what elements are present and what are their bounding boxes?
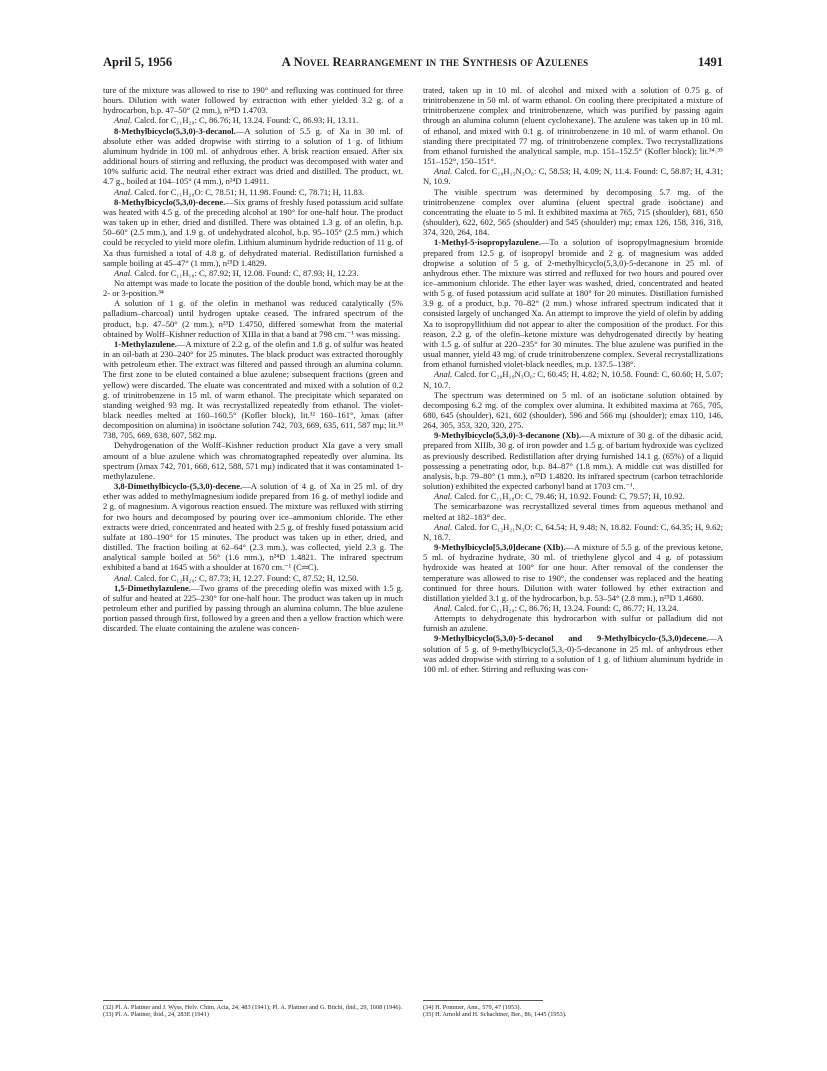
- paragraph: [103, 573, 403, 583]
- anal-label: Anal.: [114, 267, 133, 278]
- paragraph-text: —To a solution of isopropylmagnesium bromide prepared from 12.5 g. of isopropyl bromide and 2 g. of magnesium was added dropwise a solution of 5 g. of 2-methylbicyclo(5,3,0)-5-decanone in 25 ml. of anhydrous ether. The mixture was stirred and refluxed for two hours and poured over ice–ammonium chloride. The ether layer was washed, dried, concentrated and heated with 5 g. of fused potassium acid sulfate at 180° for 20 minutes. Distillation furnished 3.9 g. of a product, b.p. 70–82° (2 mm.) whose infrared spectrum indicated that it consisted largely of unchanged Xa. An attempt to improve the yield of olefin by adding Xa to isopropyllithium did not appear to alter the composition of the product. For this reason, 2.2 g. of the olefin–ketone mixture was dehydrogenated directly by heating with 1.5 g. of sulfur at 220–235° for 30 minutes. The blue azulene was purified in the usual manner, yield 43 mg. of crude trinitrobenzene complex. Several recrystallizations from ethanol furnished violet-black needles, m.p. 137.5–138°.: [423, 237, 723, 370]
- section-heading: 8-Methylbicyclo(5,3,0)-decene.: [114, 196, 226, 207]
- paragraph-text: —A solution of 4 g. of Xa in 25 ml. of dry ether was added to methylmagnesium iodide prepared from 16 g. of methyl iodide and 2 g. of magnesium. A vigorous reaction ensued. The mixture was refluxed with stirring for two hours and decomposed by pouring over ice–ammonium chloride. The ether extracts were dried, concentrated and heated with 2.5 g. of freshly fused potassium acid sulfate at 180–190° for 15 minutes. The product was taken up in ether, dried, and distilled. The fraction boiling at 62–64° (2.3 mm.), was collected, yield 2.3 g. The analytical sample boiled at 56° (1.6 mm.), n²⁴D 1.4821. The infrared spectrum exhibited a band at 1645 with a shoulder at 1670 cm.⁻¹ (C═C).: [103, 481, 403, 573]
- section-heading: 1-Methylazulene.: [114, 338, 177, 349]
- footnotes-right: [423, 1000, 723, 1019]
- paragraph: [103, 339, 403, 441]
- paragraph: [103, 481, 403, 572]
- paragraph: [423, 603, 723, 613]
- paragraph: [103, 268, 403, 278]
- paragraph-text: Calcd. for C₁₁H₂₀: C, 86.76; H, 13.24. Found: C, 86.93; H, 13.11.: [132, 115, 359, 126]
- section-heading: 3,8-Dimethylbicyclo-(5,3,0)-decene.: [114, 481, 243, 492]
- paragraph: [423, 369, 723, 389]
- anal-label: Anal.: [434, 369, 453, 380]
- paragraph: [423, 501, 723, 521]
- paragraph-text: The spectrum was determined on 5 ml. of an isoöctane solution obtained by decomposing 6.2 mg. of the complex over alumina. It exhibited maxima at 765, 705, 680, 645 (shoulder), 621, 602 (shoulder), 596 and 566 mμ (shoulder); εmax 110, 146, 264, 305, 353, 320, 320, 275.: [423, 389, 723, 431]
- paragraph: [423, 542, 723, 603]
- paragraph-text: —A solution of 5 g. of 9-methylbicyclo(5,3,-0)-5-decanone in 25 ml. of anhydrous ether was added dropwise with stirring to a solution of 1 g. of lithium aluminum hydride in 100 ml. of ether. Stirring and refluxing was con-: [423, 633, 723, 674]
- anal-label: Anal.: [434, 491, 453, 502]
- paragraph-text: The semicarbazone was recrystallized several times from aqueous methanol and melted at 182–183° dec.: [423, 501, 723, 522]
- running-header: [103, 55, 723, 71]
- paragraph-text: Calcd. for C₁₁H₁₈: C, 87.92; H, 12.08. Found: C, 87.93; H, 12.23.: [132, 267, 359, 278]
- footnote: (32) Pl. A. Plattner and J. Wyss, Helv. Chim. Acta, 24, 483 (1941); Pl. A. Plattner and G. Büchi, ibid., 29, 1608 (1946).: [103, 1004, 403, 1011]
- paragraph: [423, 390, 723, 431]
- paragraph: [423, 237, 723, 369]
- paragraph-text: Calcd. for C₁₂H₂₀: C, 87.73; H, 12.27. Found: C, 87.52; H, 12.50.: [132, 572, 359, 583]
- paragraph-text: No attempt was made to locate the position of the double bond, which may be at the 2- or 3-position.³⁴: [103, 277, 403, 299]
- header-date: April 5, 1956: [103, 55, 173, 69]
- paragraph-text: ture of the mixture was allowed to rise to 190° and refluxing was continued for three hours. Dilution with water followed by extraction with ether yielded 3.2 g. of a hydrocarbon, b.p. 47–50° (2 mm.), n²⁴D 1.4703.: [103, 85, 403, 116]
- paragraph-text: —A mixture of 2.2 g. of the olefin and 1.8 g. of sulfur was heated in an oil-bath at 230–240° for 25 minutes. The black product was extracted thoroughly with petroleum ether. The extract was filtered and passed through an alumina column. The first zone to be eluted contained a blue azulene; subsequent fractions (green and yellow) were discarded. The eluate was concentrated and mixed with a solution of 0.2 g. of trinitrobenzene in 15 ml. of warm ethanol. The precipitate which separated on standing weighed 93 mg. It was recrystallized repeatedly from ethanol. The violet-black needles melted at 160–160.5° (Kofler block), lit.³² 160–161°, λmax (after decomposition on alumina) in isoöctane solution 742, 703, 669, 635, 611, 587 mμ; lit.³³ 738, 705, 669, 638, 607, 582 mμ.: [103, 338, 403, 441]
- footnote-rule: [423, 1000, 543, 1001]
- section-heading: 8-Methylbicyclo(5,3,0)-3-decanol.: [114, 125, 236, 136]
- paragraph-text: —A mixture of 5.5 g. of the previous ketone, 5 ml. of hydrazine hydrate, 30 ml. of triethylene glycol and 4 g. of potassium hydroxide was heated at 100° for one hour. After removal of the condenser the temperature was allowed to rise to 190°, the condenser was replaced and the heating continued for three hours. Dilution with water followed by ether extraction and distillation yielded 3.1 g. of the hydrocarbon, b.p. 53–54° (2.8 mm.), n²⁵D 1.4680.: [423, 542, 723, 603]
- footnote: (34) H. Pommer, Ann., 579, 47 (1953).: [423, 1004, 522, 1011]
- section-heading: 1,5-Dimethylazulene.: [114, 582, 191, 593]
- paragraph-text: Dehydrogenation of the Wolff–Kishner reduction product XIa gave a very small amount of a blue azulene which was chromatographed repeatedly over alumina. Its spectrum (λmax 742, 701, 668, 612, 588, 571 mμ) indicated that it was contaminated 1-methylazulene.: [103, 440, 403, 481]
- footnote: (33) Pl. A. Plattner, ibid., 24, 283E (1941): [103, 1011, 209, 1019]
- paragraph: [423, 522, 723, 542]
- paragraph-text: Attempts to dehydrogenate this hydrocarbon with sulfur or palladium did not furnish an azulene.: [423, 613, 723, 634]
- paragraph: [423, 613, 723, 633]
- paragraph: [423, 85, 723, 166]
- paragraph: [103, 440, 403, 481]
- paragraph-text: trated, taken up in 10 ml. of alcohol and mixed with a solution of 0.75 g. of trinitrobenzene in 50 ml. of warm ethanol. On cooling there precipitated a mixture of trinitrobenzene complex and trinitrobenzene, which was purified by passing again through an alumina column (eluent cyclohexane). The azulene was taken up in 10 ml. of ethanol, and mixed with 0.1 g. of trinitrobenzene in 10 ml. of warm ethanol. On standing there precipitated 77 mg. of trinitrobenzene complex. Two recrystallizations from ethanol furnished the analytical sample, m.p. 151–152.5° (Kofler block); lit.³⁴˒³⁵ 151–152°, 150–151°.: [423, 85, 723, 167]
- paragraph: [423, 633, 723, 674]
- paragraph-text: Calcd. for C₂₀H₁₉N₃O₆: C, 60.45; H, 4.82; N, 10.58. Found: C, 60.60; H, 5.07; N, 10.7.: [423, 369, 723, 390]
- right-column: [423, 85, 723, 674]
- paragraph: [103, 197, 403, 268]
- paragraph-text: Calcd. for C₁₁H₂₀O: C, 78.51; H, 11.98. Found: C, 78.71; H, 11.83.: [132, 186, 365, 197]
- anal-label: Anal.: [434, 602, 453, 613]
- paragraph: [423, 166, 723, 186]
- anal-label: Anal.: [114, 186, 133, 197]
- paragraph-text: Calcd. for C₁₂H₂₁N₃O: C, 64.54; H, 9.48; N, 18.82. Found: C, 64.35; H, 9.62; N, 18.7.: [423, 521, 723, 542]
- paragraph: [103, 187, 403, 197]
- footnote-rule: [103, 1000, 223, 1001]
- footnote: (35) H. Arnold and H. Schachtner, Ber., 86, 1445 (1953).: [423, 1011, 567, 1019]
- paragraph-text: The visible spectrum was determined by decomposing 5.7 mg. of the trinitrobenzene complex over alumina (eluent spectral grade isoöctane) and concentrating the eluate to 5 ml. It exhibited maxima at 765, 715 (shoulder), 681, 650 (shoulder), 622, 602, 565 (shoulder) and 545 (shoulder) mμ; εmax 126, 158, 316, 318, 374, 320, 264, 184.: [423, 186, 723, 238]
- paragraph-text: —A mixture of 30 g. of the dibasic acid, prepared from XIIIb, 30 g. of iron powder and 1.5 g. of barium hydroxide was cyclized as previously described. Redistillation after drying furnished 14.1 g. (65%) of a liquid possessing a penetrating odor, b.p. 84–87° (1.8 mm.). A middle cut was distilled for analysis, b.p. 79–80° (1 mm.), n²⁵D 1.4820. Its infrared spectrum (carbon tetrachloride solution) exhibited the expected carbonyl band at 1703 cm.⁻¹.: [423, 430, 723, 492]
- paragraph-text: A solution of 1 g. of the olefin in methanol was reduced catalytically (5% palladium–charcoal) until hydrogen uptake ceased. The infrared spectrum of the product, b.p. 47–50° (2 mm.), n²³D 1.4750, differed somewhat from the material obtained by Wolff–Kishner reduction of XIIIa in that a band at 798 cm.⁻¹ was missing.: [103, 298, 403, 339]
- anal-label: Anal.: [434, 521, 453, 532]
- paragraph: [103, 115, 403, 125]
- paragraph: [103, 278, 403, 298]
- paragraph-text: —Six grams of freshly fused potassium acid sulfate was heated with 4.5 g. of the preceding alcohol at 190° for one-half hour. The product was taken up in ether, dried and distilled. There was obtained 1.3 g. of an olefin, b.p. 50–60° (2.5 mm.), and 1.9 g. of undehydrated alcohol, b.p. 95–105° (2.5 mm.) which could be recycled to yield more olefin. Lithium aluminum hydride reduction of 11 g. of Xa thus furnished a total of 4.8 g. of dehydrated material. Redistillation furnished a sample boiling at 45–47° (1 mm.), n²⁵D 1.4829.: [103, 196, 403, 268]
- paragraph-text: Calcd. for C₁₈H₁₅N₃O₆: C, 58.53; H, 4.09; N, 11.4. Found: C, 58.87; H, 4.31; N, 10.9.: [423, 166, 723, 187]
- anal-label: Anal.: [114, 115, 133, 126]
- anal-label: Anal.: [114, 572, 133, 583]
- paragraph: [103, 298, 403, 339]
- header-title: A Novel Rearrangement in the Synthesis of Azulenes: [281, 55, 589, 69]
- paragraph: [423, 187, 723, 238]
- paragraph-text: —A solution of 5.5 g. of Xa in 30 ml. of absolute ether was added dropwise with stirring to a solution of 1 g. of lithium aluminum hydride in 100 ml. of anhydrous ether. A brisk reaction ensued. After six additional hours of stirring and refluxing, the product was decomposed with water and 10% sulfuric acid. The neutral ether extract was dried and distilled. The product, wt. 4.7 g., boiled at 104–105° (4 mm.), n²⁴D 1.4911.: [103, 125, 403, 187]
- paragraph: [103, 85, 403, 115]
- page-number: 1491: [698, 55, 723, 69]
- anal-label: Anal.: [434, 166, 453, 177]
- paragraph-text: Calcd. for C₁₁H₂₀: C, 86.76; H, 13.24. Found: C, 86.77; H, 13.24.: [452, 602, 679, 613]
- section-heading: 1-Methyl-5-isopropylazulene.: [434, 237, 541, 248]
- section-heading: 9-Methylbicyclo(5,3,0)-3-decanone (Xb).: [434, 430, 582, 441]
- paragraph: [103, 126, 403, 187]
- footnotes-left: [103, 1000, 403, 1019]
- section-heading: 9-Methylbicyclo(5,3,0)-5-decanol and 9-Methylbicyclo-(5,3,0)decene.: [434, 633, 709, 644]
- paragraph: [423, 491, 723, 501]
- section-heading: 9-Methylbicyclo[5,3,0]decane (XIb).: [434, 542, 566, 553]
- paragraph-text: —Two grams of the preceding olefin was mixed with 1.5 g. of sulfur and heated at 225–230° for one-half hour. The product was taken up in much petroleum ether and purified by passing through an alumina column. The blue azulene portion passed through first, followed by a green and then a yellow fraction which were discarded. The eluate containing the azulene was concen-: [103, 582, 403, 634]
- paragraph: [423, 430, 723, 491]
- paragraph-text: Calcd. for C₁₁H₁₈O: C, 79.46; H, 10.92. Found: C, 79.57; H, 10.92.: [452, 491, 685, 502]
- paragraph: [103, 583, 403, 634]
- left-column: [103, 85, 403, 633]
